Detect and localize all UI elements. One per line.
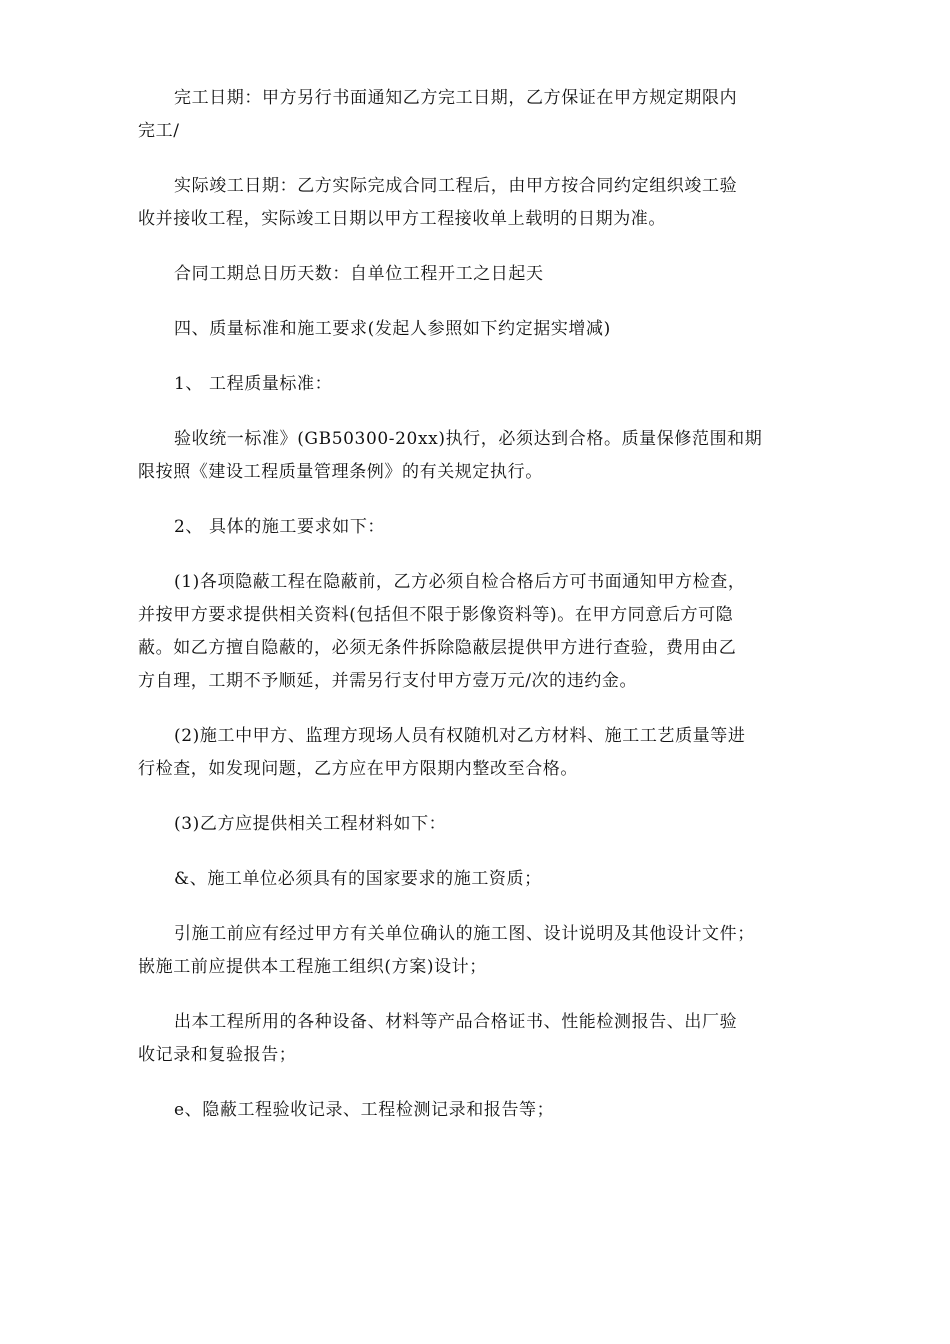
text-line: 方自理，工期不予顺延，并需另行支付甲方壹万元/次的违约金。: [138, 671, 638, 691]
paragraph-total-calendar-days: [138, 258, 818, 291]
paragraph-concealed-works: [138, 566, 818, 698]
list-item-qualification: [138, 863, 818, 896]
text-line: 1、 工程质量标准：: [174, 374, 333, 394]
text-line: 收记录和复验报告；: [138, 1045, 297, 1065]
item-construction-requirements: [138, 511, 818, 544]
text-line: 引施工前应有经过甲方有关单位确认的施工图、设计说明及其他设计文件；: [174, 924, 755, 944]
text-line: 并按甲方要求提供相关资料(包括但不限于影像资料等)。在甲方同意后方可隐: [138, 605, 734, 625]
text-line: 实际竣工日期：乙方实际完成合同工程后，由甲方按合同约定组织竣工验: [174, 176, 738, 196]
list-item-drawings: [138, 918, 818, 984]
paragraph-acceptance-standard: [138, 423, 818, 489]
text-line: 蔽。如乙方擅自隐蔽的，必须无条件拆除隐蔽层提供甲方进行查验，费用由乙: [138, 638, 737, 658]
text-line: 验收统一标准》(GB50300-20xx)执行，必须达到合格。质量保修范围和期: [174, 429, 763, 449]
paragraph-materials-provided: [138, 808, 818, 841]
paragraph-completion-date: [138, 82, 818, 148]
text-line: (1)各项隐蔽工程在隐蔽前，乙方必须自检合格后方可书面通知甲方检查，: [174, 572, 746, 592]
list-item-certificates: [138, 1006, 818, 1072]
text-line: 完工日期：甲方另行书面通知乙方完工日期，乙方保证在甲方规定期限内: [174, 88, 738, 108]
text-line: 四、质量标准和施工要求(发起人参照如下约定据实增减): [174, 319, 611, 339]
paragraph-random-inspection: [138, 720, 818, 786]
text-line: (2)施工中甲方、监理方现场人员有权随机对乙方材料、施工工艺质量等进: [174, 726, 746, 746]
text-line: e、隐蔽工程验收记录、工程检测记录和报告等；: [174, 1100, 555, 1120]
text-line: 行检查，如发现问题，乙方应在甲方限期内整改至合格。: [138, 759, 578, 779]
section-heading-quality-standards: [138, 313, 818, 346]
text-line: 完工/: [138, 121, 180, 141]
text-line: 限按照《建设工程质量管理条例》的有关规定执行。: [138, 462, 543, 482]
text-line: 出本工程所用的各种设备、材料等产品合格证书、性能检测报告、出厂验: [174, 1012, 738, 1032]
paragraph-actual-completion-date: [138, 170, 818, 236]
text-line: 收并接收工程，实际竣工日期以甲方工程接收单上载明的日期为准。: [138, 209, 666, 229]
document-body: [138, 82, 818, 1127]
item-quality-standard: [138, 368, 818, 401]
text-line: (3)乙方应提供相关工程材料如下：: [174, 814, 447, 834]
text-line: 2、 具体的施工要求如下：: [174, 517, 386, 537]
list-item-inspection-records: [138, 1094, 818, 1127]
text-line: 合同工期总日历天数：自单位工程开工之日起天: [174, 264, 544, 284]
text-line: 嵌施工前应提供本工程施工组织(方案)设计；: [138, 957, 487, 977]
text-line: &、施工单位必须具有的国家要求的施工资质；: [174, 869, 542, 889]
